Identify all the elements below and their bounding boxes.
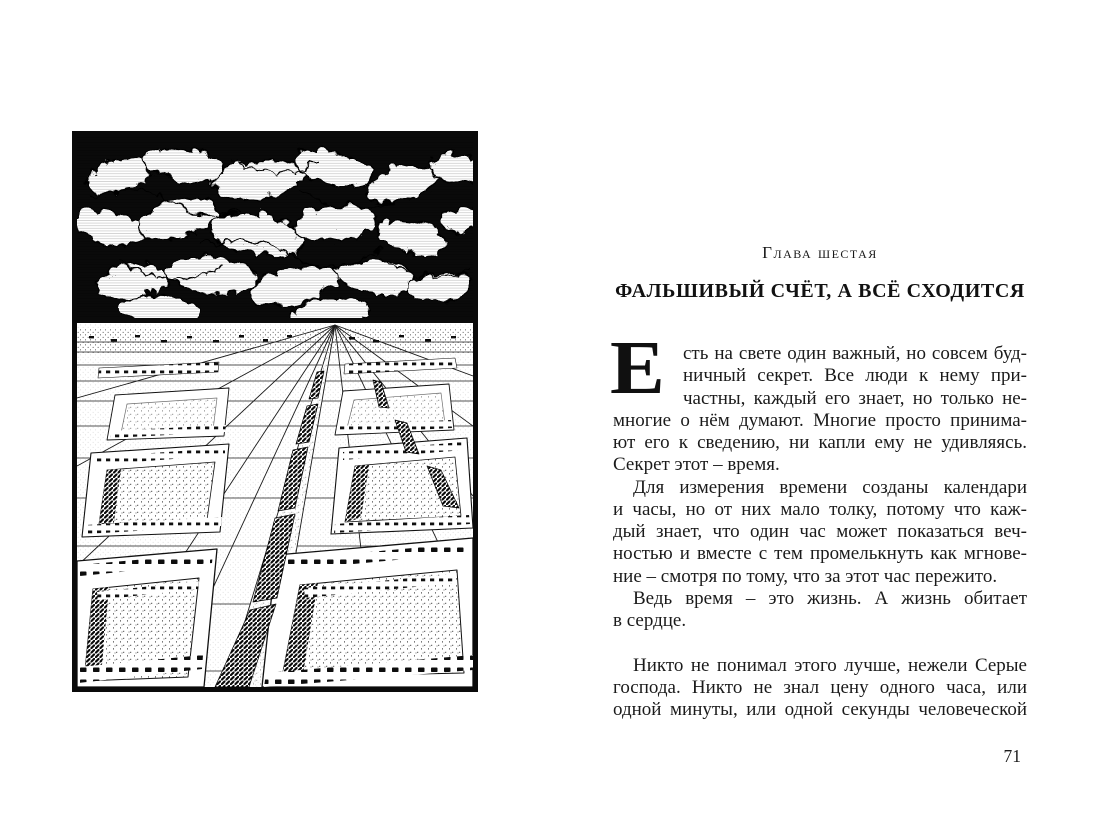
text-line: в сердце. [613, 610, 687, 631]
page-number: 71 [1003, 746, 1021, 766]
text-line: ют его к сведению, ни капли ему не удивляясь. [613, 432, 1027, 453]
text-line: сть на свете один важный, но совсем буд- [683, 343, 1027, 364]
horizon-divider [77, 318, 473, 323]
illustration-drawing [77, 136, 473, 687]
text-line: господа. Никто не знал цену одного часа, или [613, 676, 1027, 698]
stormy-clouds [77, 136, 473, 325]
text-line: Секрет этот – время. [613, 454, 780, 476]
drop-cap-letter: Е [610, 326, 665, 410]
text-line: частны, каждый его знает, но только не- [683, 387, 1027, 409]
text-line: Ведь время – это жизнь. А жизнь обитает [633, 587, 1027, 609]
chapter-title: ФАЛЬШИВЫЙ СЧЁТ, А ВСЁ СХОДИТСЯ [615, 280, 1025, 302]
chapter-illustration [72, 131, 478, 692]
chapter-number-label: Глава шестая [762, 243, 878, 262]
text-line: одной минуты, или одной секунды человеческой [613, 699, 1027, 720]
text-line: ничный секрет. Все люди к нему при- [683, 365, 1027, 387]
city-of-identical-blocks [77, 323, 473, 687]
text-line: многие о нём думают. Многие просто принима- [613, 409, 1027, 431]
right-page [610, 0, 1027, 825]
text-line: Никто не понимал этого лучше, нежели Серые [633, 654, 1027, 676]
text-line: Для измерения времени созданы календари [633, 476, 1027, 498]
text-line: и часы, но от них мало толку, потому что каж- [613, 498, 1027, 520]
text-line: ние – смотря по тому, что за этот час пережито. [613, 565, 998, 587]
text-line: дый знает, что один час может показаться веч- [613, 521, 1027, 542]
text-line: ностью и вместе с тем промелькнуть как мгнове- [613, 543, 1027, 565]
body-text [610, 326, 1027, 721]
